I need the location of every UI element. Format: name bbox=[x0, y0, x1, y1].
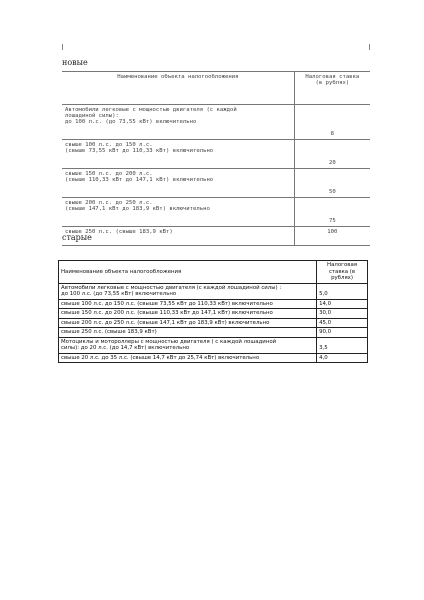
row-rate: 4,0 bbox=[317, 353, 368, 363]
row-object-line: до 100 л.с. (до 73,55 кВт) включительно bbox=[65, 119, 197, 125]
row-object: свыше 150 л.с. до 200 л.с. (свыше 110,33 кВт до 147,1 кВт) включительно bbox=[59, 309, 317, 319]
new-rates-table bbox=[62, 71, 370, 246]
row-object bbox=[62, 140, 294, 169]
table-row bbox=[59, 337, 368, 353]
table-row bbox=[59, 318, 368, 328]
row-object bbox=[59, 283, 317, 299]
row-rate: 90,0 bbox=[317, 328, 368, 338]
row-rate: 14,0 bbox=[317, 299, 368, 309]
row-object bbox=[62, 105, 294, 140]
old-rates-table bbox=[58, 260, 368, 363]
table-row bbox=[59, 328, 368, 338]
table-header-row bbox=[62, 72, 370, 105]
table-row bbox=[62, 105, 370, 140]
table-row bbox=[62, 140, 370, 169]
row-object-line: до 100 л.с. (до 73,55 кВт) включительно bbox=[61, 291, 177, 297]
row-object-line: (свыше 73,55 кВт до 110,33 кВт) включительно bbox=[65, 148, 214, 154]
header-object: Наименование объекта налогообложения bbox=[62, 72, 294, 105]
table-row bbox=[62, 198, 370, 227]
row-object-line: Мотоциклы и мотороллеры с мощностью двигателя ( с каждой лошадиной bbox=[61, 338, 277, 345]
table-row bbox=[59, 353, 368, 363]
row-object bbox=[62, 227, 294, 246]
row-rate: 5,0 bbox=[317, 283, 368, 299]
header-rate bbox=[317, 261, 368, 284]
row-object bbox=[62, 169, 294, 198]
row-object: свыше 200 л.с. до 250 л.с. (свыше 147,1 кВт до 183,9 кВт) включительно bbox=[59, 318, 317, 328]
table-row bbox=[62, 169, 370, 198]
header-object: Наименование объекта налогообложения bbox=[59, 261, 317, 284]
row-object-line: свыше 200 л.с. до 250 л.с. bbox=[65, 200, 153, 206]
row-rate: 30,0 bbox=[317, 309, 368, 319]
row-object: свыше 20 л.с. до 35 л.с. (свыше 14,7 кВт до 25,74 кВт) включительно bbox=[59, 353, 317, 363]
row-rate: 75 bbox=[294, 198, 370, 227]
row-rate: 50 bbox=[294, 169, 370, 198]
row-object-line: силы): до 20 л.с. (до 14,7 кВт) включительно bbox=[61, 345, 190, 351]
table-row bbox=[59, 309, 368, 319]
row-object-line: свыше 150 л.с. до 200 л.с. bbox=[65, 171, 153, 177]
table-header-row bbox=[59, 261, 368, 284]
row-object-line: (свыше 110,33 кВт до 147,1 кВт) включительно bbox=[65, 177, 214, 183]
row-object-line: свыше 100 л.с. до 150 л.с. bbox=[65, 142, 153, 148]
row-object-line: Автомобили легковые с мощностью двигателя (с каждой bbox=[65, 107, 237, 113]
row-rate: 45,0 bbox=[317, 318, 368, 328]
section-heading-new: новые bbox=[62, 58, 88, 67]
header-rate-line2: (в рублях) bbox=[315, 80, 350, 86]
table-row bbox=[59, 283, 368, 299]
row-object: свыше 250 л.с. (свыше 183,9 кВт) bbox=[59, 328, 317, 338]
row-object-line: свыше 250 л.с. (свыше 183,9 кВт) bbox=[65, 229, 173, 235]
page-edge-mark-right bbox=[369, 44, 370, 50]
row-rate: 8 bbox=[294, 105, 370, 140]
row-rate: 20 bbox=[294, 140, 370, 169]
row-rate: 100 bbox=[294, 227, 370, 246]
row-rate: 3,5 bbox=[317, 337, 368, 353]
section-heading-old: старые bbox=[62, 233, 92, 242]
row-object: свыше 100 л.с. до 150 л.с. (свыше 73,55 кВт до 110,33 кВт) включительно bbox=[59, 299, 317, 309]
row-object bbox=[59, 337, 317, 353]
table-row bbox=[62, 227, 370, 246]
header-rate-line1: Налоговая ставка bbox=[305, 74, 360, 80]
row-object-line: Автомобили легковые с мощностью двигателя (с каждой лошадиной силы) : bbox=[61, 284, 282, 291]
row-object-line: (свыше 147,1 кВт до 183,9 кВт) включительно bbox=[65, 206, 210, 212]
header-rate-line2: рублях) bbox=[331, 275, 353, 281]
row-object-line: лошадиной силы): bbox=[65, 113, 119, 119]
table-row bbox=[59, 299, 368, 309]
header-rate bbox=[294, 72, 370, 105]
row-object bbox=[62, 198, 294, 227]
header-rate-line1: Налоговая ставка (в bbox=[327, 262, 358, 275]
page-edge-mark-left bbox=[62, 44, 63, 50]
